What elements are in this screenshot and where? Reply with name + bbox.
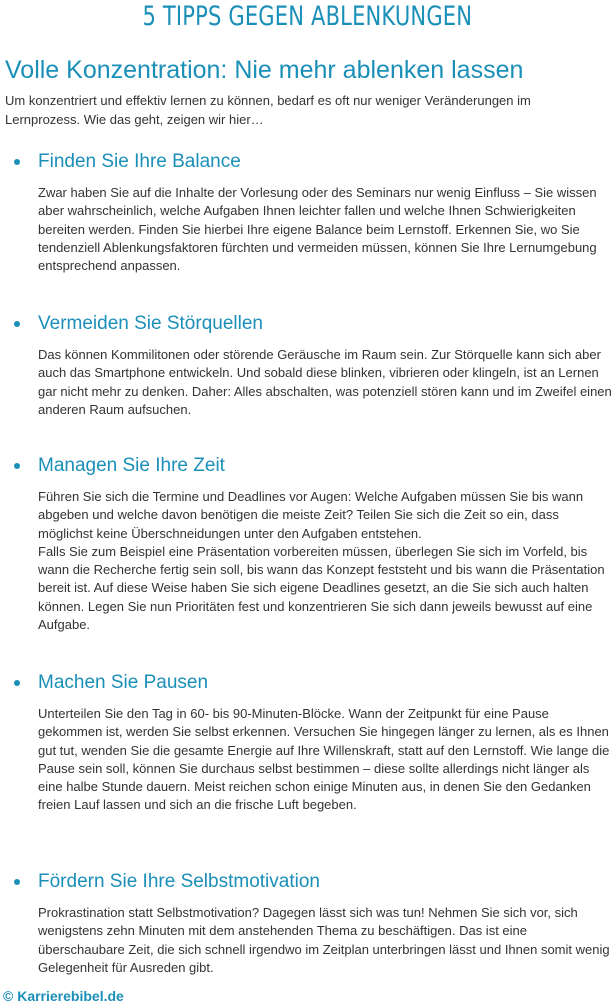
tip-title: Machen Sie Pausen	[38, 672, 209, 693]
bullet-icon	[14, 879, 20, 885]
tip-body	[38, 705, 612, 815]
bullet-icon	[14, 463, 20, 469]
copyright-footer: © Karrierebibel.de	[3, 988, 124, 1004]
tip-title: Vermeiden Sie Störquellen	[38, 313, 263, 334]
tip-paragraph: Führen Sie sich die Termine und Deadlines vor Augen: Welche Aufgaben müssen Sie bis wann abgeben und welche davon benötigen die meiste Zeit? Teilen Sie sich die Zeit so ein, dass möglichst keine Überschneidungen unter den Aufgaben entstehen.	[38, 489, 584, 541]
bullet-icon	[14, 159, 20, 165]
title-bar	[0, 0, 614, 36]
tip-body	[38, 488, 612, 634]
tip-paragraph: Das können Kommilitonen oder störende Geräusche im Raum sein. Zur Störquelle kann sich aber auch das Smartphone entwickeln. Und sobald diese blinken, vibrieren oder klingeln, ist an Lernen gar nicht mehr zu denken. Daher: Alles abschalten, was potenziell stören kann und im Zweifel einen anderen Raum aufsuchen.	[38, 347, 612, 417]
tip-title: Managen Sie Ihre Zeit	[38, 455, 225, 476]
bullet-icon	[14, 321, 20, 327]
bullet-icon	[14, 680, 20, 686]
intro-text: Um konzentriert und effektiv lernen zu können, bedarf es oft nur weniger Veränderungen im Lernprozess. Wie das geht, zeigen wir hier…	[5, 93, 531, 127]
tip-title: Fördern Sie Ihre Selbstmotivation	[38, 871, 320, 892]
tip-paragraph: Falls Sie zum Beispiel eine Präsentation vorbereiten müssen, überlegen Sie sich im Vorfeld, bis wann die Recherche fertig sein soll, bis wann das Konzept feststeht und bis wann die Präsentation bereit ist. Auf diese Weise haben Sie sich eigene Deadlines gesetzt, an die Sie sich auch halten können. Legen Sie nun Prioritäten fest und konzentrieren Sie sich dann jeweils bewusst auf eine Aufgabe.	[38, 543, 605, 633]
page-title: 5 TIPPS GEGEN ABLENKUNGEN	[142, 1, 472, 32]
tip-paragraph: Unterteilen Sie den Tag in 60- bis 90-Minuten-Blöcke. Wann der Zeitpunkt für eine Pause gekommen ist, werden Sie selbst erkennen. Versuchen Sie hingegen länger zu lernen, als es Ihnen gut tut, wenden Sie die gesamte Energie auf Ihre Willenskraft, statt auf den Lernstoff. Wie lange die Pause sein soll, können Sie durchaus selbst bestimmen – diese sollte allerdings nicht länger als eine halbe Stunde dauern. Meist reichen schon einige Minuten aus, in denen Sie den Gedanken freien Lauf lassen und sich an die frische Luft begeben.	[38, 706, 610, 813]
tip-paragraph: Prokrastination statt Selbstmotivation? Dagegen lässt sich was tun! Nehmen Sie sich vor, sich wenigstens zehn Minuten mit dem anstehenden Thema zu beschäftigen. Das ist eine überschaubare Zeit, die sich schnell irgendwo im Zeitplan unterbringen lässt und Ihnen somit wenig Gelegenheit für Ausreden gibt.	[38, 905, 610, 975]
main-heading: Volle Konzentration: Nie mehr ablenken lassen	[5, 56, 524, 84]
tip-body	[38, 184, 612, 275]
tip-title: Finden Sie Ihre Balance	[38, 151, 241, 172]
tip-body	[38, 346, 612, 419]
tip-body	[38, 904, 612, 977]
tip-paragraph: Zwar haben Sie auf die Inhalte der Vorlesung oder des Seminars nur wenig Einfluss – Sie wissen aber wahrscheinlich, welche Aufgaben Ihnen leichter fallen und welche Ihnen Schwierigkeiten bereiten werden. Finden Sie hierbei Ihre eigene Balance beim Lernstoff. Erkennen Sie, wo Sie tendenziell Ablenkungsfaktoren fürchten und vermeiden müssen, können Sie Ihre Lernumgebung entsprechend anpassen.	[38, 185, 597, 274]
